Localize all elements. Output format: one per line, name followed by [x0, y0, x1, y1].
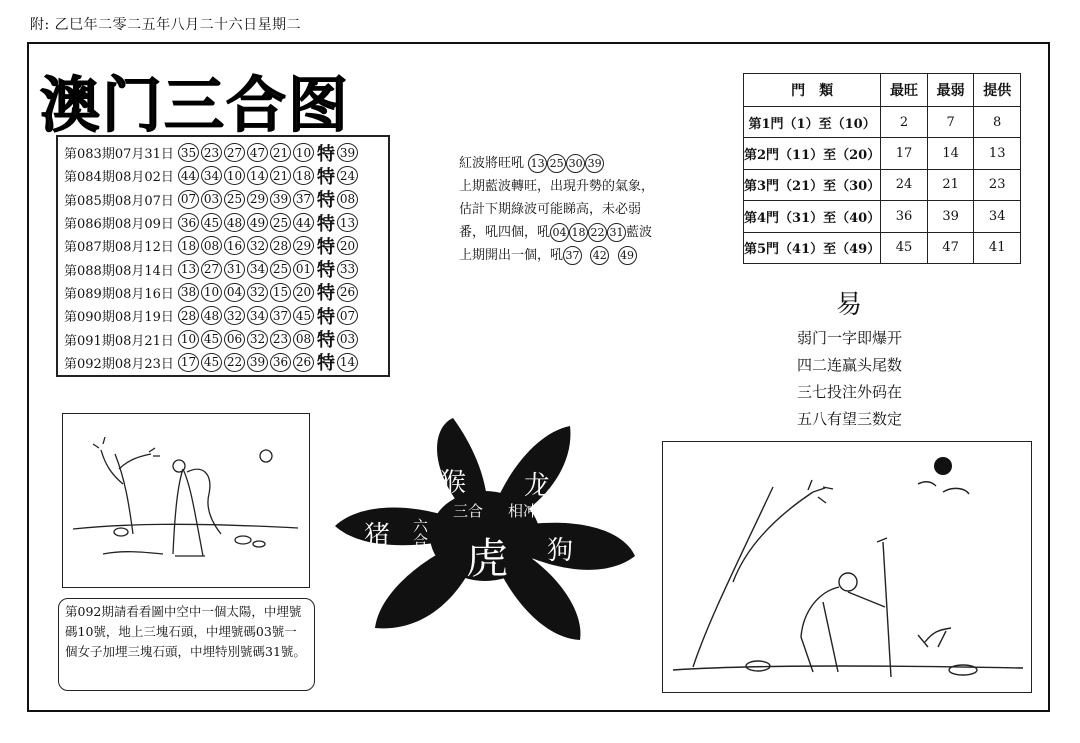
number-ball: 03 [201, 190, 222, 209]
number-ball: 32 [247, 283, 268, 302]
special-mark: 特 [317, 236, 335, 258]
number-ball: 27 [224, 143, 245, 162]
door-row-min: 21 [927, 169, 974, 200]
special-ball: 08 [337, 190, 358, 209]
door-row-label: 第1門（1）至（10） [744, 106, 881, 137]
number-ball: 01 [293, 260, 314, 279]
door-row-min: 7 [927, 106, 974, 137]
number-ball: 17 [178, 353, 199, 372]
illustration-lady [62, 413, 310, 588]
number-ball: 44 [178, 166, 199, 185]
wave-ball: 42 [590, 246, 609, 265]
special-mark: 特 [317, 260, 335, 282]
number-ball: 39 [247, 353, 268, 372]
number-ball: 18 [293, 166, 314, 185]
number-ball: 07 [178, 190, 199, 209]
number-ball: 32 [247, 330, 268, 349]
special-mark: 特 [317, 330, 335, 352]
history-row [64, 141, 388, 164]
number-ball: 37 [270, 306, 291, 325]
wave-ball: 31 [607, 223, 626, 242]
poem-line: 五八有望三数定 [797, 410, 903, 428]
poem [797, 325, 902, 433]
number-ball: 34 [247, 306, 268, 325]
number-ball: 34 [201, 166, 222, 185]
number-ball: 38 [178, 283, 199, 302]
zodiac-pig: 猪 [364, 521, 391, 551]
door-row-max: 36 [881, 201, 928, 232]
door-row [744, 201, 1021, 232]
number-ball: 47 [247, 143, 268, 162]
door-row-min: 14 [927, 138, 974, 169]
door-row-max: 2 [881, 106, 928, 137]
number-ball: 45 [201, 213, 222, 232]
wave-line-3: 估計下期綠波可能睇高，未必弱 [459, 202, 642, 217]
history-row [64, 304, 388, 327]
number-ball: 25 [270, 213, 291, 232]
number-ball: 25 [270, 260, 291, 279]
special-ball: 24 [337, 166, 358, 185]
door-row-offer: 34 [974, 201, 1021, 232]
special-ball: 07 [337, 306, 358, 325]
number-ball: 21 [270, 166, 291, 185]
number-ball: 36 [270, 353, 291, 372]
number-ball: 15 [270, 283, 291, 302]
number-ball: 29 [293, 236, 314, 255]
number-ball: 04 [224, 283, 245, 302]
door-row-label: 第2門（11）至（20） [744, 138, 881, 169]
door-row-offer: 8 [974, 106, 1021, 137]
number-ball: 08 [201, 236, 222, 255]
number-ball: 25 [224, 190, 245, 209]
wave-ball: 25 [547, 154, 566, 173]
door-row-offer: 13 [974, 138, 1021, 169]
wave-ball: 13 [528, 154, 547, 173]
door-table [743, 73, 1021, 264]
door-row [744, 232, 1021, 263]
history-row-label: 第085期08月07日 [64, 193, 174, 209]
number-ball: 27 [201, 260, 222, 279]
history-row-label: 第088期08月14日 [64, 263, 174, 279]
label-xiangchong: 相冲 [508, 502, 539, 520]
number-ball: 18 [178, 236, 199, 255]
date-line: 附: 乙巳年二零二五年八月二十六日星期二 [30, 17, 302, 33]
number-ball: 44 [293, 213, 314, 232]
history-row-label: 第083期07月31日 [64, 147, 174, 163]
wave-line-4 [459, 221, 654, 244]
door-row [744, 138, 1021, 169]
number-ball: 28 [270, 236, 291, 255]
wave-analysis [459, 152, 654, 267]
label-sanhe: 三合 [453, 502, 484, 520]
number-ball: 32 [224, 306, 245, 325]
number-ball: 45 [201, 330, 222, 349]
history-table [56, 135, 390, 377]
special-ball: 26 [337, 283, 358, 302]
history-row [64, 234, 388, 257]
wave-ball: 04 [550, 223, 569, 242]
lady-drawing [63, 414, 309, 587]
poem-line: 三七投注外码在 [797, 383, 903, 401]
history-row-label: 第086期08月09日 [64, 217, 174, 233]
label-liuhe: 六合 [411, 518, 429, 548]
number-ball: 45 [293, 306, 314, 325]
number-ball: 29 [247, 190, 268, 209]
number-ball: 48 [201, 306, 222, 325]
number-ball: 23 [270, 330, 291, 349]
number-ball: 06 [224, 330, 245, 349]
poem-line: 四二连赢头尾数 [797, 356, 903, 374]
history-row [64, 188, 388, 211]
number-ball: 32 [247, 236, 268, 255]
wave-line-5-text: 上期開出一個，吼 [459, 248, 564, 263]
history-row [64, 351, 388, 374]
number-ball: 14 [247, 166, 268, 185]
wave-line-4-text: 番，吼四個，吼 [459, 225, 551, 240]
door-row-max: 45 [881, 232, 928, 263]
number-ball: 22 [224, 353, 245, 372]
illustration-old-man [662, 441, 1032, 693]
zodiac-dog: 狗 [547, 536, 574, 566]
special-ball: 20 [337, 236, 358, 255]
wave-ball: 49 [618, 246, 637, 265]
wave-line-1 [459, 152, 654, 175]
special-mark: 特 [317, 283, 335, 305]
number-ball: 48 [224, 213, 245, 232]
special-mark: 特 [317, 213, 335, 235]
wave-line-2: 上期藍波轉旺，出現升勢的氣象， [459, 179, 655, 194]
door-row-min: 47 [927, 232, 974, 263]
number-ball: 08 [293, 330, 314, 349]
door-header-min: 最弱 [927, 74, 974, 107]
door-row [744, 169, 1021, 200]
number-ball: 13 [178, 260, 199, 279]
special-mark: 特 [317, 306, 335, 328]
poem-title: 易 [836, 290, 863, 320]
special-ball: 14 [337, 353, 358, 372]
old-man-drawing [663, 442, 1031, 692]
history-row-label: 第092期08月23日 [64, 356, 174, 372]
special-mark: 特 [317, 166, 335, 188]
number-ball: 36 [178, 213, 199, 232]
door-row-label: 第4門（31）至（40） [744, 201, 881, 232]
wave-ball: 37 [563, 246, 582, 265]
special-ball: 03 [337, 330, 358, 349]
number-ball: 10 [178, 330, 199, 349]
wave-ball: 39 [585, 154, 604, 173]
door-row-max: 24 [881, 169, 928, 200]
special-mark: 特 [317, 190, 335, 212]
special-ball: 39 [337, 143, 358, 162]
page-title: 澳门三合图 [40, 71, 350, 141]
number-ball: 20 [293, 283, 314, 302]
door-row-label: 第3門（21）至（30） [744, 169, 881, 200]
number-ball: 10 [293, 143, 314, 162]
history-row-label: 第087期08月12日 [64, 240, 174, 256]
door-row-max: 17 [881, 138, 928, 169]
number-ball: 34 [247, 260, 268, 279]
door-row [744, 106, 1021, 137]
number-ball: 28 [178, 306, 199, 325]
door-row-offer: 41 [974, 232, 1021, 263]
wave-ball: 18 [569, 223, 588, 242]
number-ball: 31 [224, 260, 245, 279]
door-row-offer: 23 [974, 169, 1021, 200]
wave-line-5 [459, 244, 654, 267]
door-row-label: 第5門（41）至（49） [744, 232, 881, 263]
wave-line-1-text: 紅波將旺吼 [459, 156, 525, 171]
door-header-category: 門 類 [744, 74, 881, 107]
history-row [64, 327, 388, 350]
special-ball: 13 [337, 213, 358, 232]
special-mark: 特 [317, 143, 335, 165]
number-ball: 37 [293, 190, 314, 209]
wave-line-4-suffix: 藍波 [626, 225, 653, 240]
door-table-header [744, 74, 1021, 107]
number-ball: 23 [201, 143, 222, 162]
number-ball: 39 [270, 190, 291, 209]
number-ball: 49 [247, 213, 268, 232]
history-row [64, 281, 388, 304]
door-row-min: 39 [927, 201, 974, 232]
number-ball: 16 [224, 236, 245, 255]
history-row-label: 第090期08月19日 [64, 310, 174, 326]
door-header-offer: 提供 [974, 74, 1021, 107]
number-ball: 45 [201, 353, 222, 372]
number-ball: 10 [224, 166, 245, 185]
door-header-max: 最旺 [881, 74, 928, 107]
wave-ball: 30 [566, 154, 585, 173]
zodiac-monkey: 猴 [440, 468, 467, 498]
riddle-text: 第092期請看看圖中空中一個太陽，中埋號碼10號，地上三塊石頭，中埋號碼03號一個女子加埋三塊石頭，中埋特別號碼31號。 [58, 598, 315, 691]
history-row-label: 第091期08月21日 [64, 333, 174, 349]
history-row [64, 164, 388, 187]
zodiac-tiger: 虎 [466, 534, 509, 583]
number-ball: 21 [270, 143, 291, 162]
history-row [64, 211, 388, 234]
number-ball: 35 [178, 143, 199, 162]
zodiac-dragon: 龙 [524, 471, 551, 501]
number-ball: 10 [201, 283, 222, 302]
special-ball: 33 [337, 260, 358, 279]
history-row [64, 257, 388, 280]
number-ball: 26 [293, 353, 314, 372]
history-row-label: 第089期08月16日 [64, 286, 174, 302]
poem-line: 弱门一字即爆开 [797, 329, 903, 347]
history-row-label: 第084期08月02日 [64, 170, 174, 186]
wave-ball: 22 [588, 223, 607, 242]
special-mark: 特 [317, 353, 335, 375]
